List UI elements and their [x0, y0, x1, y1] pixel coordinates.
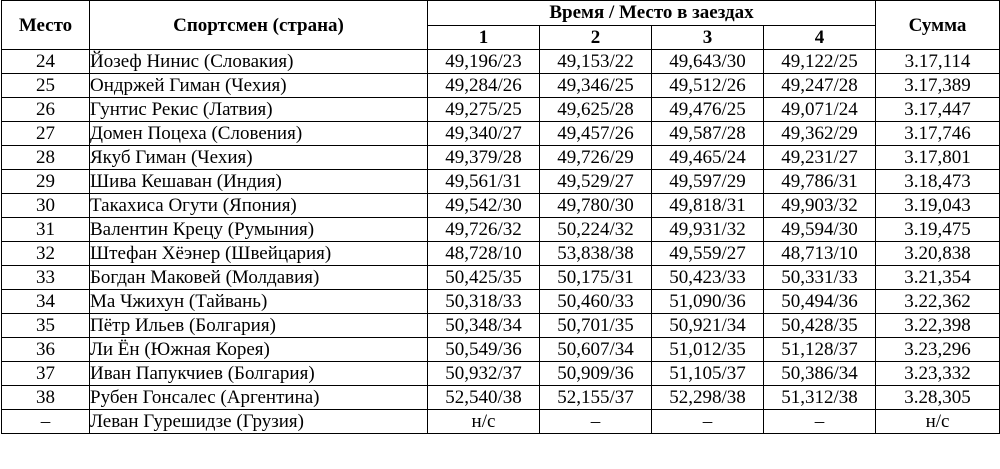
cell-run-2: 50,607/34 [540, 338, 652, 362]
cell-athlete: Штефан Хёэнер (Швейцария) [90, 242, 428, 266]
table-row [2, 266, 1000, 290]
cell-run-4: 50,428/35 [764, 314, 876, 338]
cell-total: 3.17,801 [876, 146, 1000, 170]
cell-run-3: 51,012/35 [652, 338, 764, 362]
table-header [2, 1, 1000, 50]
cell-run-1: 52,540/38 [428, 386, 540, 410]
cell-run-2: 49,625/28 [540, 98, 652, 122]
cell-run-2: 50,224/32 [540, 218, 652, 242]
cell-place: 37 [2, 362, 90, 386]
cell-run-1: 50,348/34 [428, 314, 540, 338]
cell-run-3: 49,643/30 [652, 50, 764, 74]
cell-place: 31 [2, 218, 90, 242]
cell-run-4: 50,331/33 [764, 266, 876, 290]
cell-place: 25 [2, 74, 90, 98]
cell-place: 30 [2, 194, 90, 218]
cell-total: 3.19,043 [876, 194, 1000, 218]
table-row [2, 338, 1000, 362]
cell-athlete: Ли Ён (Южная Корея) [90, 338, 428, 362]
cell-run-1: 50,425/35 [428, 266, 540, 290]
cell-run-3: – [652, 410, 764, 434]
cell-athlete: Якуб Гиман (Чехия) [90, 146, 428, 170]
cell-athlete: Леван Гурешидзе (Грузия) [90, 410, 428, 434]
cell-run-3: 49,512/26 [652, 74, 764, 98]
cell-run-3: 49,597/29 [652, 170, 764, 194]
cell-run-1: 50,932/37 [428, 362, 540, 386]
cell-run-4: 48,713/10 [764, 242, 876, 266]
cell-run-2: 52,155/37 [540, 386, 652, 410]
cell-run-4: 49,786/31 [764, 170, 876, 194]
cell-place: 35 [2, 314, 90, 338]
table-row [2, 410, 1000, 434]
cell-run-4: 51,128/37 [764, 338, 876, 362]
cell-run-2: 50,460/33 [540, 290, 652, 314]
table-row [2, 362, 1000, 386]
cell-run-1: 49,542/30 [428, 194, 540, 218]
cell-athlete: Гунтис Рекис (Латвия) [90, 98, 428, 122]
cell-total: 3.22,362 [876, 290, 1000, 314]
cell-run-2: 49,457/26 [540, 122, 652, 146]
cell-run-4: 50,386/34 [764, 362, 876, 386]
cell-place: 28 [2, 146, 90, 170]
cell-place: 29 [2, 170, 90, 194]
cell-athlete: Пётр Ильев (Болгария) [90, 314, 428, 338]
cell-run-2: 53,838/38 [540, 242, 652, 266]
cell-run-2: – [540, 410, 652, 434]
table-row [2, 170, 1000, 194]
cell-place: 32 [2, 242, 90, 266]
cell-run-3: 50,423/33 [652, 266, 764, 290]
header-run-2: 2 [540, 25, 652, 50]
cell-run-2: 49,529/27 [540, 170, 652, 194]
table-row [2, 290, 1000, 314]
cell-run-4: – [764, 410, 876, 434]
cell-run-2: 49,346/25 [540, 74, 652, 98]
cell-place: 27 [2, 122, 90, 146]
cell-run-4: 50,494/36 [764, 290, 876, 314]
header-run-4: 4 [764, 25, 876, 50]
table-row [2, 122, 1000, 146]
cell-run-4: 49,247/28 [764, 74, 876, 98]
cell-run-1: 50,549/36 [428, 338, 540, 362]
cell-run-3: 51,090/36 [652, 290, 764, 314]
cell-place: 34 [2, 290, 90, 314]
cell-athlete: Богдан Маковей (Молдавия) [90, 266, 428, 290]
cell-run-3: 52,298/38 [652, 386, 764, 410]
cell-total: 3.17,447 [876, 98, 1000, 122]
cell-athlete: Ондржей Гиман (Чехия) [90, 74, 428, 98]
cell-run-1: 49,340/27 [428, 122, 540, 146]
cell-run-3: 49,476/25 [652, 98, 764, 122]
cell-total: 3.18,473 [876, 170, 1000, 194]
header-run-1: 1 [428, 25, 540, 50]
header-place: Место [2, 1, 90, 50]
cell-run-3: 49,587/28 [652, 122, 764, 146]
cell-run-1: 49,275/25 [428, 98, 540, 122]
cell-run-3: 49,818/31 [652, 194, 764, 218]
cell-run-4: 49,231/27 [764, 146, 876, 170]
cell-athlete: Шива Кешаван (Индия) [90, 170, 428, 194]
cell-run-4: 49,594/30 [764, 218, 876, 242]
table-row [2, 314, 1000, 338]
results-table [1, 0, 1000, 434]
cell-total: 3.28,305 [876, 386, 1000, 410]
cell-run-1: 49,561/31 [428, 170, 540, 194]
cell-place: 24 [2, 50, 90, 74]
header-run-3: 3 [652, 25, 764, 50]
header-row [2, 1, 1000, 26]
cell-run-4: 49,903/32 [764, 194, 876, 218]
cell-run-3: 51,105/37 [652, 362, 764, 386]
cell-athlete: Ма Чжихун (Тайвань) [90, 290, 428, 314]
cell-run-4: 49,071/24 [764, 98, 876, 122]
table-row [2, 242, 1000, 266]
cell-athlete: Йозеф Нинис (Словакия) [90, 50, 428, 74]
cell-run-4: 51,312/38 [764, 386, 876, 410]
cell-run-1: 48,728/10 [428, 242, 540, 266]
header-athlete: Спортсмен (страна) [90, 1, 428, 50]
cell-total: 3.17,746 [876, 122, 1000, 146]
table-row [2, 194, 1000, 218]
cell-run-2: 50,701/35 [540, 314, 652, 338]
cell-total: 3.23,296 [876, 338, 1000, 362]
cell-athlete: Домен Поцеха (Словения) [90, 122, 428, 146]
cell-run-2: 50,175/31 [540, 266, 652, 290]
cell-run-2: 50,909/36 [540, 362, 652, 386]
cell-total: 3.17,114 [876, 50, 1000, 74]
cell-run-1: 49,379/28 [428, 146, 540, 170]
cell-run-1: 49,284/26 [428, 74, 540, 98]
cell-run-1: 49,726/32 [428, 218, 540, 242]
cell-total: 3.21,354 [876, 266, 1000, 290]
table-row [2, 74, 1000, 98]
cell-athlete: Валентин Крецу (Румыния) [90, 218, 428, 242]
cell-run-3: 50,921/34 [652, 314, 764, 338]
header-total: Сумма [876, 1, 1000, 50]
header-runs-group: Время / Место в заездах [428, 1, 876, 26]
cell-athlete: Иван Папукчиев (Болгария) [90, 362, 428, 386]
cell-total: 3.20,838 [876, 242, 1000, 266]
table-body [2, 50, 1000, 434]
table-row [2, 146, 1000, 170]
cell-total: 3.19,475 [876, 218, 1000, 242]
cell-run-3: 49,465/24 [652, 146, 764, 170]
cell-athlete: Рубен Гонсалес (Аргентина) [90, 386, 428, 410]
table-row [2, 218, 1000, 242]
cell-run-1: н/с [428, 410, 540, 434]
table-row [2, 50, 1000, 74]
cell-run-4: 49,362/29 [764, 122, 876, 146]
cell-place: 36 [2, 338, 90, 362]
cell-total: н/с [876, 410, 1000, 434]
cell-place: 26 [2, 98, 90, 122]
cell-run-1: 49,196/23 [428, 50, 540, 74]
cell-total: 3.23,332 [876, 362, 1000, 386]
cell-athlete: Такахиса Огути (Япония) [90, 194, 428, 218]
cell-run-2: 49,780/30 [540, 194, 652, 218]
table-row [2, 386, 1000, 410]
cell-run-1: 50,318/33 [428, 290, 540, 314]
cell-place: – [2, 410, 90, 434]
cell-total: 3.22,398 [876, 314, 1000, 338]
table-row [2, 98, 1000, 122]
cell-run-2: 49,726/29 [540, 146, 652, 170]
cell-run-2: 49,153/22 [540, 50, 652, 74]
cell-run-4: 49,122/25 [764, 50, 876, 74]
cell-total: 3.17,389 [876, 74, 1000, 98]
cell-place: 38 [2, 386, 90, 410]
cell-place: 33 [2, 266, 90, 290]
cell-run-3: 49,931/32 [652, 218, 764, 242]
cell-run-3: 49,559/27 [652, 242, 764, 266]
